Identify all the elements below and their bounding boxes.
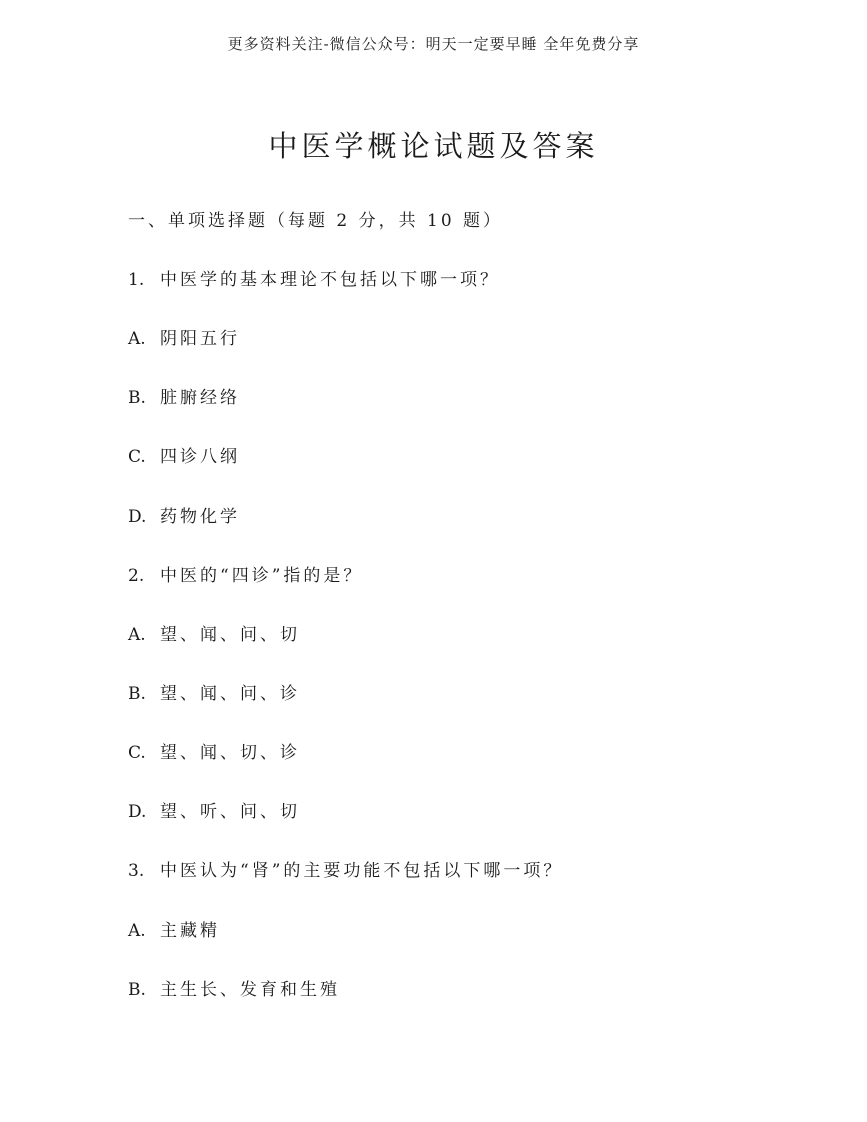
option-text: 主生长、发育和生殖 bbox=[160, 980, 340, 1000]
option-text: 四诊八纲 bbox=[160, 447, 240, 467]
option-text: 主藏精 bbox=[160, 921, 220, 941]
option-label: B. bbox=[128, 980, 146, 1000]
option-text: 望、闻、问、诊 bbox=[160, 684, 300, 704]
question-2-option-c bbox=[128, 741, 300, 765]
question-1-option-c bbox=[128, 445, 240, 469]
question-number: 2. bbox=[128, 566, 145, 586]
question-3-option-b bbox=[128, 978, 340, 1002]
option-text: 望、闻、问、切 bbox=[160, 625, 300, 645]
option-text: 望、闻、切、诊 bbox=[160, 743, 300, 763]
option-label: A. bbox=[128, 329, 146, 349]
option-label: D. bbox=[128, 507, 147, 527]
question-text: 中医认为“肾”的主要功能不包括以下哪一项？ bbox=[160, 861, 564, 881]
option-text: 脏腑经络 bbox=[160, 388, 240, 408]
question-1-option-d bbox=[128, 505, 240, 529]
question-2-option-b bbox=[128, 682, 300, 706]
question-1 bbox=[128, 268, 500, 292]
option-label: B. bbox=[128, 388, 146, 408]
section-heading: 一、单项选择题（每题 2 分，共 10 题） bbox=[128, 211, 504, 231]
option-label: D. bbox=[128, 802, 147, 822]
question-2-option-d bbox=[128, 800, 300, 824]
option-label: B. bbox=[128, 684, 146, 704]
question-2 bbox=[128, 564, 363, 588]
question-1-option-a bbox=[128, 327, 240, 351]
question-3 bbox=[128, 859, 563, 883]
question-text: 中医学的基本理论不包括以下哪一项？ bbox=[160, 270, 500, 290]
option-text: 阴阳五行 bbox=[160, 329, 240, 349]
document-title: 中医学概论试题及答案 bbox=[268, 129, 599, 163]
question-2-option-a bbox=[128, 623, 300, 647]
option-label: C. bbox=[128, 743, 146, 763]
option-label: A. bbox=[128, 625, 146, 645]
question-1-option-b bbox=[128, 386, 240, 410]
question-number: 1. bbox=[128, 270, 145, 290]
question-number: 3. bbox=[128, 861, 145, 881]
question-3-option-a bbox=[128, 919, 220, 943]
question-text: 中医的“四诊”指的是？ bbox=[160, 566, 364, 586]
option-label: A. bbox=[128, 921, 146, 941]
option-label: C. bbox=[128, 447, 146, 467]
option-text: 望、听、问、切 bbox=[160, 802, 300, 822]
page-header-watermark: 更多资料关注-微信公众号：明天一定要早睡 全年免费分享 bbox=[227, 35, 640, 53]
option-text: 药物化学 bbox=[160, 507, 240, 527]
